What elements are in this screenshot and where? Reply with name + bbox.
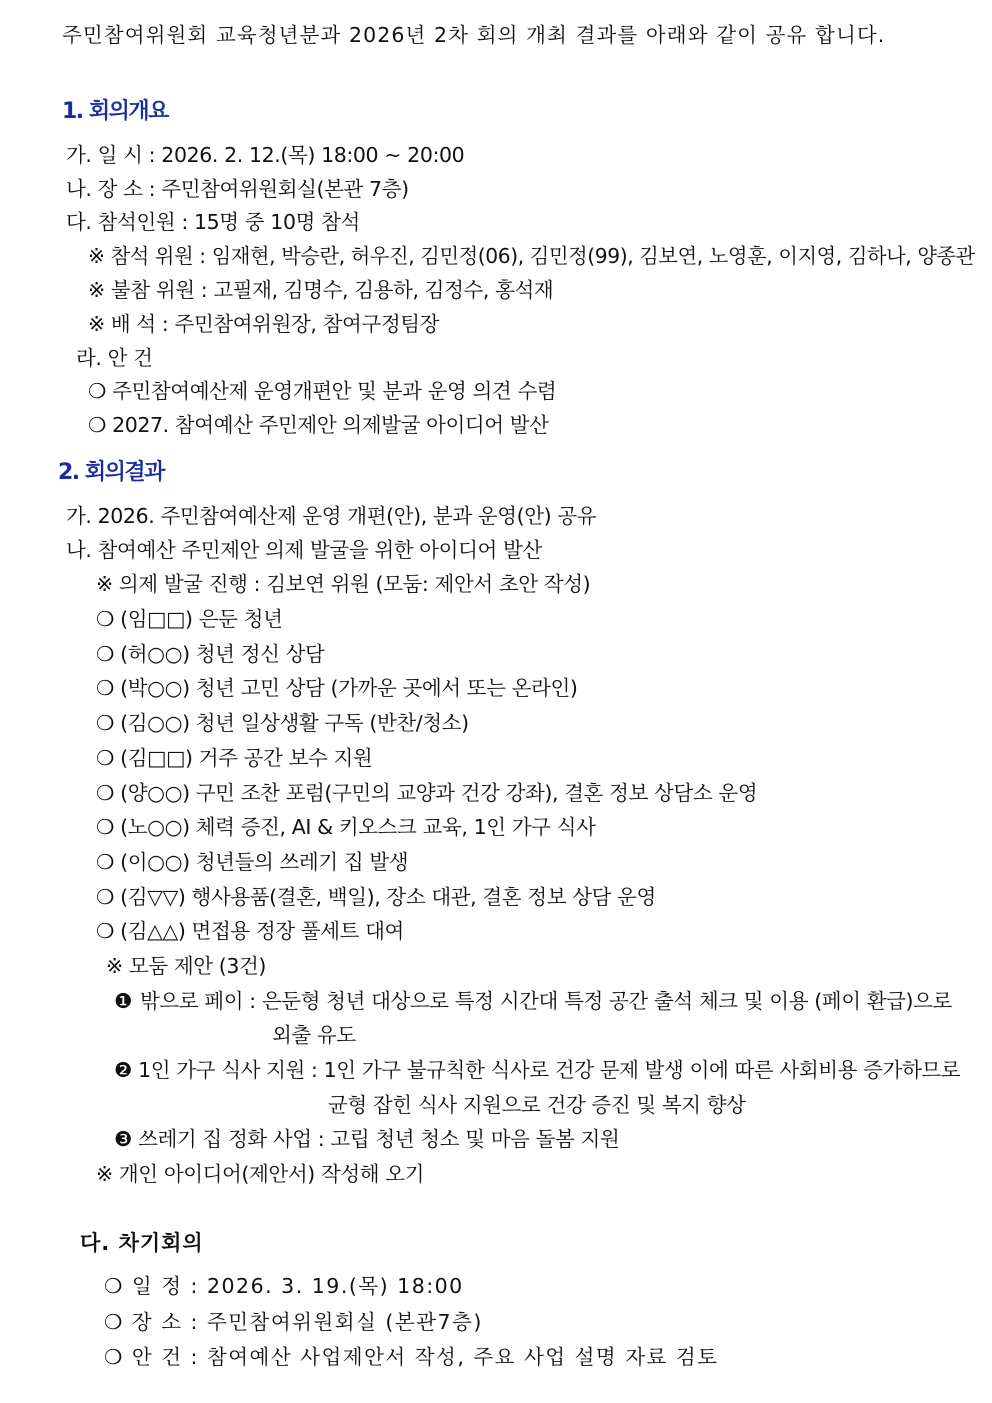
meeting-date: 가. 일 시 : 2026. 2. 12.(목) 18:00 ~ 20:00 [66, 143, 465, 167]
proposal-text: 쓰레기 집 정화 사업 : 고립 청년 청소 및 마음 돌봄 지원 [138, 1127, 620, 1151]
idea-item: ❍ (양○○) 구민 조찬 포럼(구민의 교양과 건강 강좌), 결혼 정보 상담소 운영 [96, 781, 758, 805]
next-meeting-date: ❍ 일 정 : 2026. 3. 19.(목) 18:00 [104, 1274, 464, 1298]
meeting-place: 나. 장 소 : 주민참여위원회실(본관 7층) [66, 177, 409, 201]
idea-item: ❍ (김△△) 면접용 정장 풀세트 대여 [96, 919, 404, 943]
proposal-3 [114, 1124, 619, 1154]
observers: ※ 배 석 : 주민참여위원장, 참여구정팀장 [88, 312, 440, 336]
result-item-b: 나. 참여예산 주민제안 의제 발굴을 위한 아이디어 발산 [66, 538, 542, 562]
group-proposal-label: ※ 모둠 제안 (3건) [106, 954, 266, 978]
proposal-text: 1인 가구 식사 지원 : 1인 가구 불규칙한 식사로 건강 문제 발생 이에 따른 사회비용 증가하므로 [138, 1058, 961, 1082]
idea-item: ❍ (임□□) 은둔 청년 [96, 607, 283, 631]
section-2-title: 2. 회의결과 [58, 460, 164, 485]
agenda-item: ❍ 2027. 참여예산 주민제안 의제발굴 아이디어 발산 [88, 413, 549, 437]
agenda-label: 라. 안 건 [76, 346, 153, 370]
attendee-count: 다. 참석인원 : 15명 중 10명 참석 [66, 210, 360, 234]
absent-members: ※ 불참 위원 : 고필재, 김명수, 김용하, 김정수, 홍석재 [88, 278, 554, 302]
proposal-2 [114, 1055, 960, 1085]
idea-item: ❍ (박○○) 청년 고민 상담 (가까운 곳에서 또는 온라인) [96, 676, 578, 700]
agenda-item: ❍ 주민참여예산제 운영개편안 및 분과 운영 의견 수렴 [88, 379, 557, 403]
next-meeting-title: 다. 차기회의 [80, 1231, 204, 1255]
proposal-number: ❸ [114, 1127, 132, 1151]
present-members: ※ 참석 위원 : 임재현, 박승란, 허우진, 김민정(06), 김민정(99), 김보연, 노영훈, 이지영, 김하나, 양종관 [88, 244, 975, 268]
proposal-number: ❶ [114, 989, 132, 1013]
idea-item: ❍ (노○○) 체력 증진, AI & 키오스크 교육, 1인 가구 식사 [96, 815, 596, 839]
result-item-a: 가. 2026. 주민참여예산제 운영 개편(안), 분과 운영(안) 공유 [66, 504, 597, 528]
idea-item: ❍ (김○○) 청년 일상생활 구독 (반찬/청소) [96, 711, 469, 735]
section-1-title: 1. 회의개요 [62, 99, 168, 124]
idea-item: ❍ (김▽▽) 행사용품(결혼, 백일), 장소 대관, 결혼 정보 상담 운영 [96, 885, 656, 909]
homework-note: ※ 개인 아이디어(제안서) 작성해 오기 [96, 1162, 425, 1186]
proposal-2-continued: 균형 잡힌 식사 지원으로 건강 증진 및 복지 향상 [328, 1093, 746, 1117]
proposal-text: 밖으로 페이 : 은둔형 청년 대상으로 특정 시간대 특정 공간 출석 체크 및 이용 (페이 환급)으로 [139, 989, 952, 1013]
next-meeting-place: ❍ 장 소 : 주민참여위원회실 (본관7층) [104, 1310, 483, 1334]
proposal-1 [114, 986, 952, 1016]
facilitator-note: ※ 의제 발굴 진행 : 김보연 위원 (모둠: 제안서 초안 작성) [96, 572, 591, 596]
intro-text: 주민참여위원회 교육청년분과 2026년 2차 회의 개최 결과를 아래와 같이 공유 합니다. [62, 23, 886, 47]
proposal-number: ❷ [114, 1058, 132, 1082]
proposal-1-continued: 외출 유도 [272, 1023, 356, 1047]
idea-item: ❍ (이○○) 청년들의 쓰레기 집 발생 [96, 850, 409, 874]
idea-item: ❍ (김□□) 거주 공간 보수 지원 [96, 746, 373, 770]
idea-item: ❍ (허○○) 청년 정신 상담 [96, 642, 325, 666]
next-meeting-agenda: ❍ 안 건 : 참여예산 사업제안서 작성, 주요 사업 설명 자료 검토 [104, 1345, 719, 1369]
